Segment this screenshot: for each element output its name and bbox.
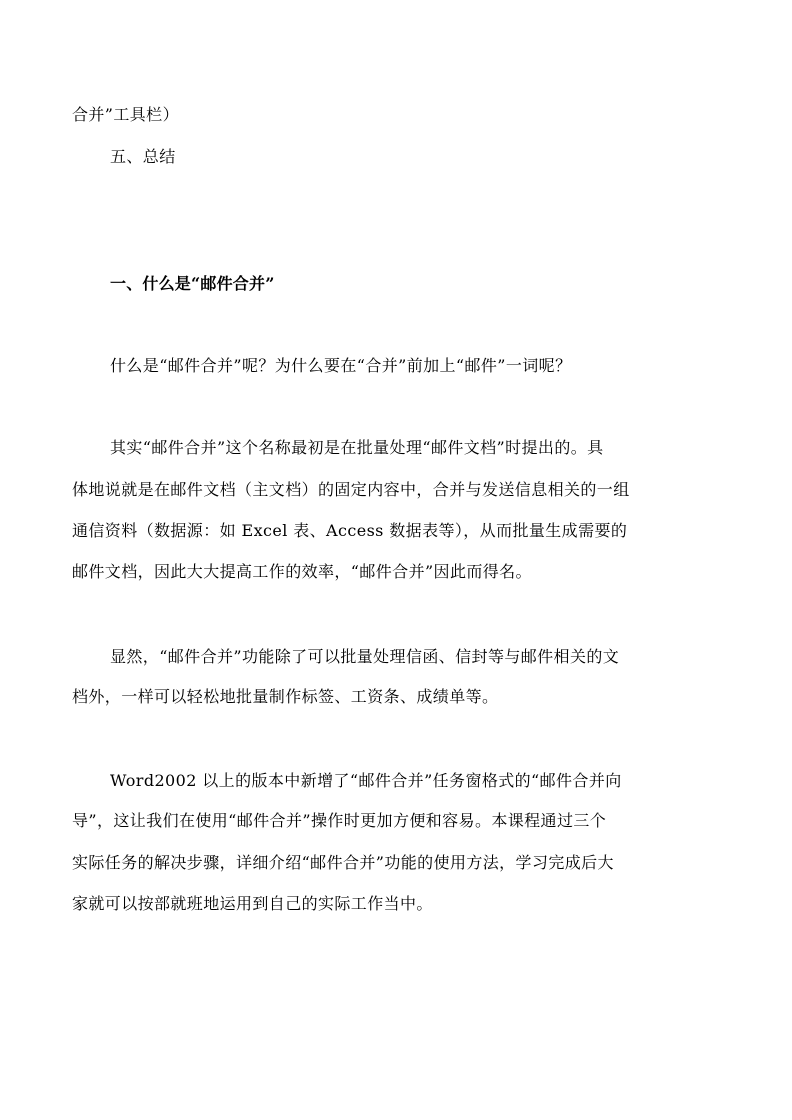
paragraph-line: 通信资料（数据源：如 Excel 表、Access 数据表等），从而批量生成需要的 bbox=[72, 521, 628, 540]
paragraph-line: 导”，这让我们在使用“邮件合并”操作时更加方便和容易。本课程通过三个 bbox=[72, 811, 607, 830]
continuation-line: 合并”工具栏） bbox=[72, 105, 179, 124]
paragraph-line: 其实“邮件合并”这个名称最初是在批量处理“邮件文档”时提出的。具 bbox=[110, 438, 604, 457]
paragraph-line: 家就可以按部就班地运用到自己的实际工作当中。 bbox=[72, 894, 433, 913]
section-heading: 一、什么是“邮件合并” bbox=[110, 274, 275, 293]
paragraph-line: 邮件文档，因此大大提高工作的效率，“邮件合并”因此而得名。 bbox=[72, 562, 532, 581]
paragraph-line: 实际任务的解决步骤，详细介绍“邮件合并”功能的使用方法，学习完成后大 bbox=[72, 853, 614, 872]
paragraph-line: 显然，“邮件合并”功能除了可以批量处理信函、信封等与邮件相关的文 bbox=[110, 647, 620, 666]
paragraph-line: 体地说就是在邮件文档（主文档）的固定内容中，合并与发送信息相关的一组 bbox=[72, 480, 630, 499]
outline-item-summary: 五、总结 bbox=[110, 147, 176, 166]
paragraph-line: 档外，一样可以轻松地批量制作标签、工资条、成绩单等。 bbox=[72, 687, 499, 706]
paragraph-line: Word2002 以上的版本中新增了“邮件合并”任务窗格式的“邮件合并向 bbox=[110, 771, 622, 790]
paragraph-line: 什么是“邮件合并”呢？为什么要在“合并”前加上“邮件”一词呢？ bbox=[110, 356, 572, 375]
